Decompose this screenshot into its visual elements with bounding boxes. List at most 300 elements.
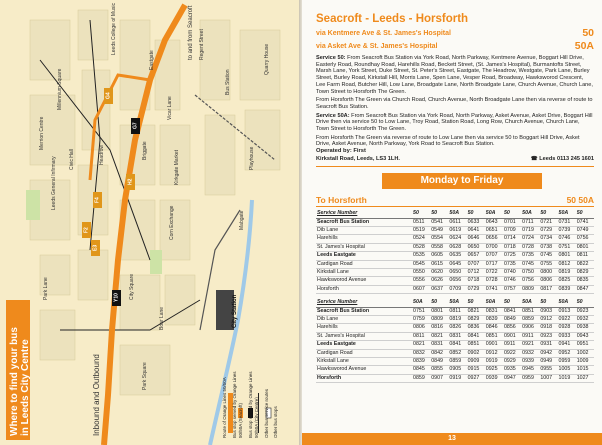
service-number: 50 — [430, 299, 448, 307]
departure-time: 0927 — [467, 374, 485, 382]
departure-time: 0847 — [576, 285, 594, 293]
departure-time: 0821 — [467, 307, 485, 315]
departure-time: 0541 — [430, 218, 448, 226]
destination-title: To Horsforth — [316, 195, 367, 206]
departure-time: 0811 — [576, 252, 594, 260]
departure-time: 0903 — [539, 307, 557, 315]
departure-time: 0945 — [521, 366, 539, 374]
departure-time: 0806 — [539, 277, 557, 285]
departure-time: 0928 — [558, 324, 576, 332]
departure-time: 0611 — [448, 218, 466, 226]
stop-tag-f2: F2 — [82, 222, 91, 238]
table-row — [316, 218, 594, 226]
divider — [316, 166, 594, 167]
service-number: 50 — [467, 210, 485, 218]
departure-time: 0822 — [576, 260, 594, 268]
departure-time: 0933 — [558, 332, 576, 340]
departure-time: 0728 — [521, 243, 539, 251]
departure-time: 0731 — [558, 218, 576, 226]
departure-time: 0925 — [485, 366, 503, 374]
service-number: 50 — [412, 210, 430, 218]
departure-time: 0841 — [503, 307, 521, 315]
map-label: Eastgate — [149, 50, 155, 70]
page-number: 13 — [302, 433, 602, 445]
departure-time: 0633 — [467, 218, 485, 226]
departure-time: 0852 — [448, 349, 466, 357]
departure-time: 0801 — [558, 252, 576, 260]
departure-time: 0923 — [576, 307, 594, 315]
operator-address: Kirkstall Road, Leeds, LS3 1LH. — [316, 156, 400, 163]
departure-time: 0746 — [503, 277, 521, 285]
timetable-header-row — [316, 210, 594, 218]
departure-time: 0816 — [430, 324, 448, 332]
departure-time: 0939 — [521, 358, 539, 366]
stop-tag-h2: H2 — [126, 174, 135, 190]
departure-time: 0756 — [576, 235, 594, 243]
departure-time: 0721 — [539, 218, 557, 226]
departure-time: 0806 — [412, 324, 430, 332]
service-50-description: Service 50: From Seacroft Bus Station via York Road, North Parkway, Kentmere Avenue, Boggart Hill Drive, Easterly Road, Roundhay Road, Harehills Road, Beckett Street, (St. James's Hospital), Burmantofts Street, Marsh Lane, York Street, Duke Street, St. Peter's Street, Eastgate, The Headrow, Westgate, Park Lane, Burley Street, Burley Road, Kirkstall Hill, Morris Lane, Spen Lane, Vesper Road, Broadway, Hawksworod Crescent, Lee Farm Road, Butcher Hill, Low Lane, Broadgate Lane, North Broadgate Lane, Church Avenue, Church Lane, Town Street to Horsforth The Green. — [316, 55, 593, 95]
departure-time: 0851 — [521, 307, 539, 315]
departure-time: 0637 — [430, 285, 448, 293]
stop-name: Horsforth — [316, 285, 412, 293]
departure-time: 0615 — [430, 260, 448, 268]
departure-time: 0751 — [412, 307, 430, 315]
departure-time: 0554 — [430, 235, 448, 243]
departure-time: 0932 — [576, 316, 594, 324]
service-number: 50A — [448, 210, 466, 218]
departure-time: 0811 — [412, 332, 430, 340]
departure-time: 0645 — [448, 260, 466, 268]
departure-time: 0839 — [485, 316, 503, 324]
departure-time: 0545 — [412, 260, 430, 268]
departure-time: 0842 — [430, 349, 448, 357]
departure-time: 0755 — [539, 260, 557, 268]
table-row — [316, 341, 594, 349]
departure-time: 0836 — [467, 324, 485, 332]
departure-time: 0938 — [576, 324, 594, 332]
departure-time: 0741 — [576, 218, 594, 226]
table-row — [316, 332, 594, 340]
table-row — [316, 358, 594, 366]
map-label: Mabgate — [239, 210, 245, 230]
departure-time: 0641 — [467, 226, 485, 234]
departure-time: 0855 — [430, 366, 448, 374]
departure-time: 0831 — [430, 341, 448, 349]
departure-time: 0825 — [558, 277, 576, 285]
departure-time: 0528 — [412, 243, 430, 251]
timetable-header-row — [316, 299, 594, 307]
stop-name: St. James's Hospital — [316, 332, 412, 340]
service-number: 50 — [539, 299, 557, 307]
departure-time: 0859 — [521, 316, 539, 324]
table-row — [316, 366, 594, 374]
map-subtitle: Inbound and Outbound — [92, 354, 101, 436]
departure-time: 0718 — [467, 277, 485, 285]
departure-time: 0739 — [558, 226, 576, 234]
departure-time: 0952 — [558, 349, 576, 357]
service-number: 50A — [412, 299, 430, 307]
departure-time: 0656 — [485, 235, 503, 243]
departure-time: 0620 — [430, 268, 448, 276]
departure-time: 0922 — [503, 349, 521, 357]
departure-time: 0905 — [448, 366, 466, 374]
service-number: 50 — [503, 210, 521, 218]
departure-time: 0717 — [485, 260, 503, 268]
departure-time: 0849 — [430, 358, 448, 366]
service-number: 50A — [485, 299, 503, 307]
stop-tag-g7: G7 — [131, 118, 140, 134]
via-row-50a — [316, 40, 594, 53]
stop-tag-y10: Y10 — [112, 290, 121, 306]
departure-time: 0800 — [539, 268, 557, 276]
timetable-table-1 — [316, 210, 594, 294]
departure-time: 0619 — [448, 226, 466, 234]
legend-item: 50/50A (Seacroft) — [238, 402, 243, 438]
departure-time: 0955 — [539, 366, 557, 374]
departure-time: 0931 — [539, 341, 557, 349]
table-row — [316, 349, 594, 357]
departure-time: 0735 — [503, 260, 521, 268]
departure-time: 0801 — [430, 307, 448, 315]
map-label: Corn Exchange — [169, 205, 175, 240]
stop-name: Kirkstall Lane — [316, 268, 412, 276]
departure-time: 0607 — [412, 285, 430, 293]
departure-time: 0821 — [412, 341, 430, 349]
map-title: Where to find your bus in Leeds City Centre — [9, 327, 31, 436]
stop-name: Kirkstall Lane — [316, 358, 412, 366]
departure-time: 0929 — [503, 358, 521, 366]
departure-time: 0650 — [448, 268, 466, 276]
map-label: Millennium Square — [57, 68, 63, 110]
map-label: Kirkgate Market — [174, 149, 180, 185]
departure-time: 0959 — [521, 374, 539, 382]
destination-row — [316, 195, 594, 207]
departure-time: 0819 — [448, 316, 466, 324]
stop-name: Dib Lane — [316, 316, 412, 324]
day-banner: Monday to Friday — [382, 173, 542, 189]
departure-time: 0942 — [539, 349, 557, 357]
table-row — [316, 226, 594, 234]
departure-time: 0909 — [467, 358, 485, 366]
departure-time: 0829 — [576, 268, 594, 276]
table-row — [316, 243, 594, 251]
departure-time: 0656 — [448, 277, 466, 285]
departure-time: 1015 — [576, 366, 594, 374]
stop-name: Leeds Eastgate — [316, 252, 412, 260]
table-row — [316, 324, 594, 332]
table-row — [316, 260, 594, 268]
map-label: Regent Street — [199, 29, 205, 60]
via-text: via Asket Ave & St. James's Hospital — [316, 43, 438, 50]
service-number: 50A — [558, 299, 576, 307]
operator-row: Operated by: First — [316, 148, 366, 155]
departure-time: 0707 — [485, 252, 503, 260]
departure-time: 0845 — [412, 366, 430, 374]
map-label: Boar Lane — [159, 306, 165, 330]
via-row-50 — [316, 27, 594, 40]
departure-time: 0941 — [558, 341, 576, 349]
departure-time: 0935 — [503, 366, 521, 374]
stop-name: Cardigan Road — [316, 260, 412, 268]
map-page — [0, 0, 300, 445]
legend-item: Bus stop served by Orange Lines — [232, 371, 237, 438]
departure-time: 1002 — [576, 349, 594, 357]
departure-time: 0740 — [503, 268, 521, 276]
route-number: 50A — [574, 40, 594, 52]
departure-time: 0718 — [503, 243, 521, 251]
route-title: Seacroft - Leeds - Horsforth — [316, 13, 469, 25]
departure-time: 0524 — [412, 235, 430, 243]
table-row — [316, 235, 594, 243]
destination-routes: 50 50A — [566, 195, 594, 206]
stop-name: St. James's Hospital — [316, 243, 412, 251]
departure-time: 0919 — [448, 374, 466, 382]
departure-time: 0556 — [412, 277, 430, 285]
map-label: Merrion Centre — [39, 116, 45, 150]
service-50a-description: Service 50A: From Seacroft Bus Station via York Road, North Parkway, Asket Avenue, Asket Drive, Boggart Hill Drive then via service 50 to Low Lane, Troy Road, Station Road, Long Row, Church Avenue, Church Lane, Town Street to Horsforth The Green. — [316, 112, 593, 133]
departure-time: 0511 — [412, 218, 430, 226]
departure-time: 0719 — [521, 226, 539, 234]
map-label: Park Lane — [43, 277, 49, 300]
departure-time: 0839 — [558, 285, 576, 293]
service-number: 50 — [539, 210, 557, 218]
departure-time: 0724 — [521, 235, 539, 243]
departure-time: 0757 — [503, 285, 521, 293]
departure-time: 0700 — [485, 243, 503, 251]
departure-time: 0841 — [448, 341, 466, 349]
table-row — [316, 268, 594, 276]
departure-time: 0626 — [430, 277, 448, 285]
table-row — [316, 252, 594, 260]
stop-name: Hawksworod Avenue — [316, 277, 412, 285]
stop-tag-f4: F4 — [93, 192, 102, 208]
service-number-label: Service Number — [316, 210, 412, 218]
departure-time: 0628 — [448, 243, 466, 251]
departure-time: 0701 — [503, 218, 521, 226]
stop-name: Harehills — [316, 235, 412, 243]
departure-time: 0841 — [467, 332, 485, 340]
stop-tag-g4: G4 — [104, 88, 113, 104]
legend-item: Route of Orange Lines 50/50A — [222, 377, 227, 438]
timetable-table-2 — [316, 299, 594, 383]
departure-time: 0951 — [576, 341, 594, 349]
departure-time: 0812 — [558, 260, 576, 268]
departure-time: 0826 — [448, 324, 466, 332]
departure-time: 0849 — [503, 316, 521, 324]
legend-item: Other bus stops — [273, 406, 278, 438]
to-from-seacroft-label: to and from Seacroft — [188, 5, 194, 60]
departure-time: 0846 — [485, 324, 503, 332]
departure-time: 0635 — [448, 252, 466, 260]
service-number: 50A — [448, 299, 466, 307]
stop-tag-e3: E3 — [91, 240, 100, 256]
departure-time: 0756 — [521, 277, 539, 285]
departure-time: 0749 — [576, 226, 594, 234]
departure-time: 0851 — [485, 332, 503, 340]
departure-time: 0735 — [521, 252, 539, 260]
service-number-label: Service Number — [316, 299, 412, 307]
departure-time: 0745 — [539, 252, 557, 260]
departure-time: 0913 — [558, 307, 576, 315]
departure-time: 0901 — [503, 332, 521, 340]
departure-time: 0923 — [539, 332, 557, 340]
departure-time: 0919 — [485, 358, 503, 366]
city-station-label: City Station — [232, 294, 238, 328]
service-number: 50A — [521, 299, 539, 307]
map-label: Bus Station — [225, 69, 231, 95]
map-label: Briggate — [142, 141, 148, 160]
departure-time: 0657 — [467, 252, 485, 260]
legend-item: Other bus service routes — [264, 388, 269, 438]
departure-time: 1009 — [576, 358, 594, 366]
departure-time: 0624 — [448, 235, 466, 243]
departure-time: 0651 — [485, 226, 503, 234]
departure-time: 0911 — [521, 332, 539, 340]
departure-time: 0709 — [503, 226, 521, 234]
map-label: Vicar Lane — [167, 96, 173, 120]
departure-time: 0646 — [467, 235, 485, 243]
timetable-page — [302, 0, 602, 445]
departure-time: 0912 — [485, 349, 503, 357]
departure-time: 0709 — [448, 285, 466, 293]
service-number: 50A — [521, 210, 539, 218]
departure-time: 1005 — [558, 366, 576, 374]
departure-time: 0829 — [467, 316, 485, 324]
departure-time: 0738 — [539, 243, 557, 251]
table-row — [316, 307, 594, 315]
departure-time: 0809 — [521, 285, 539, 293]
departure-time: 0519 — [412, 226, 430, 234]
departure-time: 0856 — [503, 324, 521, 332]
map-label: Park Square — [142, 362, 148, 390]
departure-time: 0751 — [558, 243, 576, 251]
stop-name: Hawksworod Avenue — [316, 366, 412, 374]
departure-time: 0650 — [467, 243, 485, 251]
departure-time: 0558 — [430, 243, 448, 251]
map-label: Playhouse — [249, 146, 255, 170]
service-number: 50A — [558, 210, 576, 218]
service-number: 50A — [485, 210, 503, 218]
departure-time: 0859 — [448, 358, 466, 366]
service-number: 50 — [576, 299, 594, 307]
departure-time: 1019 — [558, 374, 576, 382]
departure-time: 0911 — [503, 341, 521, 349]
departure-time: 0906 — [521, 324, 539, 332]
departure-time: 0712 — [467, 268, 485, 276]
departure-time: 0835 — [576, 277, 594, 285]
departure-time: 0918 — [539, 324, 557, 332]
map-label: Leeds College of Music — [111, 3, 117, 55]
departure-time: 0801 — [576, 243, 594, 251]
departure-time: 0821 — [430, 332, 448, 340]
departure-time: 0939 — [485, 374, 503, 382]
departure-time: 0535 — [412, 252, 430, 260]
departure-time: 0915 — [467, 366, 485, 374]
service-number: 50 — [503, 299, 521, 307]
departure-time: 0949 — [539, 358, 557, 366]
departure-time: 0745 — [521, 260, 539, 268]
departure-time: 0734 — [539, 235, 557, 243]
departure-time: 0759 — [412, 316, 430, 324]
address-row — [316, 156, 594, 162]
table-row — [316, 277, 594, 285]
service-number: 50 — [430, 210, 448, 218]
map-label: Leeds General Infirmary — [51, 156, 57, 210]
departure-time: 0549 — [430, 226, 448, 234]
departure-time: 0943 — [576, 332, 594, 340]
departure-time: 0728 — [485, 277, 503, 285]
departure-time: 0643 — [485, 218, 503, 226]
departure-time: 0839 — [412, 358, 430, 366]
operator-phone: ☎ Leeds 0113 245 1601 — [530, 156, 594, 163]
departure-time: 0947 — [503, 374, 521, 382]
table-row — [316, 285, 594, 293]
departure-time: 0922 — [558, 316, 576, 324]
stop-name: Dib Lane — [316, 226, 412, 234]
departure-time: 0722 — [485, 268, 503, 276]
table-row — [316, 316, 594, 324]
departure-time: 0912 — [539, 316, 557, 324]
service-50a-return: From Horsforth The Green via reverse of route to Low Lane then via service 50 to Boggart Hill Drive, Asket Drive, Asket Avenue, North Parkway, York Road to Seacroft Bus Station. — [316, 134, 580, 148]
departure-time: 0725 — [503, 252, 521, 260]
departure-time: 0907 — [430, 374, 448, 382]
map-label: Quarry House — [264, 43, 270, 75]
service-number: 50 — [467, 299, 485, 307]
departure-time: 1027 — [576, 374, 594, 382]
map-label: Headrow — [99, 144, 105, 165]
stop-name: Harehills — [316, 324, 412, 332]
legend-item: 50/50A (City Centre) — [254, 397, 259, 438]
departure-time: 0851 — [467, 341, 485, 349]
stop-name: Seacroft Bus Station — [316, 218, 412, 226]
departure-time: 0729 — [539, 226, 557, 234]
departure-time: 0746 — [558, 235, 576, 243]
departure-time: 0831 — [485, 307, 503, 315]
departure-time: 0831 — [448, 332, 466, 340]
stop-name: Cardigan Road — [316, 349, 412, 357]
departure-time: 0811 — [448, 307, 466, 315]
stop-name: Horsforth — [316, 374, 412, 382]
departure-time: 0605 — [430, 252, 448, 260]
departure-time: 1007 — [539, 374, 557, 382]
legend-item: Bus stop served by Orange Lines — [248, 371, 253, 438]
table-row — [316, 374, 594, 382]
route-number: 50 — [582, 27, 594, 39]
departure-time: 0921 — [521, 341, 539, 349]
departure-time: 0901 — [485, 341, 503, 349]
departure-time: 0819 — [558, 268, 576, 276]
departure-time: 0902 — [467, 349, 485, 357]
stop-name: Leeds Eastgate — [316, 341, 412, 349]
departure-time: 0832 — [412, 349, 430, 357]
departure-time: 0729 — [467, 285, 485, 293]
departure-time: 0817 — [539, 285, 557, 293]
departure-time: 0550 — [412, 268, 430, 276]
departure-time: 0741 — [485, 285, 503, 293]
via-text: via Kentmere Ave & St. James's Hospital — [316, 30, 451, 37]
map-label: Civic Hall — [69, 149, 75, 170]
departure-time: 0859 — [412, 374, 430, 382]
departure-time: 0959 — [558, 358, 576, 366]
departure-time: 0809 — [430, 316, 448, 324]
departure-time: 0711 — [521, 218, 539, 226]
service-number: 50 — [576, 210, 594, 218]
departure-time: 0750 — [521, 268, 539, 276]
stop-name: Seacroft Bus Station — [316, 307, 412, 315]
departure-time: 0707 — [467, 260, 485, 268]
map-label: City Square — [129, 273, 135, 300]
